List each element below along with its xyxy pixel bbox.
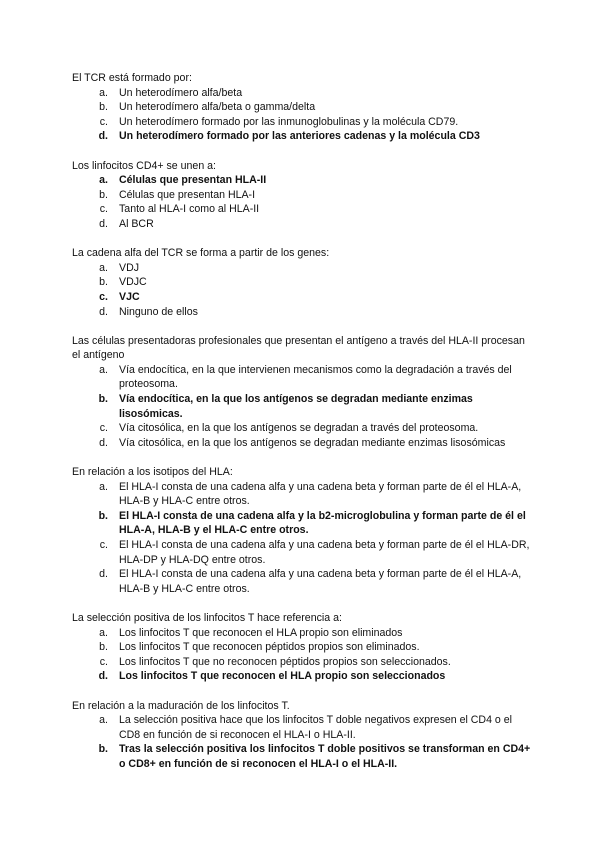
- option: [72, 655, 532, 670]
- option-text: La selección positiva hace que los linfocitos T doble negativos expresen el CD4 o el CD8 en función de si reconocen el HLA-I o HLA-II.: [119, 714, 512, 741]
- option-text: Un heterodímero alfa/beta o gamma/delta: [119, 101, 316, 114]
- option-letter: b.: [98, 393, 108, 406]
- option-text: Los linfocitos T que reconocen el HLA propio son eliminados: [119, 626, 403, 639]
- question-stem: En relación a los isotipos del HLA:: [72, 466, 233, 479]
- question: [72, 71, 532, 144]
- option-letter: b.: [98, 743, 108, 756]
- option: [72, 188, 532, 203]
- option-text: VDJ: [119, 261, 140, 274]
- option-text: Un heterodímero formado por las inmunoglobulinas y la molécula CD79.: [119, 115, 459, 128]
- option: [72, 436, 532, 451]
- option-letter: b.: [99, 641, 108, 654]
- option: [72, 363, 532, 392]
- option-letter: d.: [99, 305, 108, 318]
- option: [72, 392, 532, 421]
- option: [72, 640, 532, 655]
- option-letter: c.: [99, 422, 108, 435]
- document-page: [72, 71, 532, 786]
- option: [72, 100, 532, 115]
- option: [72, 290, 532, 305]
- option-letter: c.: [99, 539, 108, 551]
- option: [72, 538, 532, 567]
- option-text: Los linfocitos T que no reconocen péptidos propios son seleccionados.: [119, 655, 451, 668]
- question-stem: Los linfocitos CD4+ se unen a:: [72, 159, 216, 172]
- option-letter: a.: [99, 363, 108, 376]
- option-letter: d.: [99, 568, 108, 581]
- option-letter: d.: [98, 670, 108, 683]
- question: [72, 611, 532, 684]
- option-text: Al BCR: [119, 217, 154, 230]
- option-letter: d.: [99, 217, 108, 230]
- options-list: [72, 363, 532, 451]
- option-letter: b.: [99, 101, 108, 114]
- option-text: Vía citosólica, en la que los antígenos se degradan a través del proteosoma.: [119, 422, 479, 435]
- option-text: Tanto al HLA-I como al HLA-II: [119, 203, 260, 216]
- option-text: Un heterodímero formado por las anteriores cadenas y la molécula CD3: [119, 130, 480, 143]
- options-list: [72, 626, 532, 684]
- option-text: Tras la selección positiva los linfocitos T doble positivos se transforman en CD4+ o CD8+ en función de si reconocen el HLA-I o el HLA-II.: [119, 743, 531, 770]
- option-text: Células que presentan HLA-II: [119, 174, 267, 187]
- option-letter: a.: [99, 174, 108, 187]
- option-letter: c.: [99, 655, 108, 668]
- option-text: El HLA-I consta de una cadena alfa y una cadena beta y forman parte de él el HLA-A, HLA-B y HLA-C entre otros.: [119, 480, 522, 508]
- option-letter: a.: [99, 480, 108, 493]
- option-text: El HLA-I consta de una cadena alfa y la b2-microglobulina y forman parte de él el HLA-A, HLA-B y el HLA-C entre otros.: [119, 509, 526, 537]
- option-letter: a.: [99, 261, 108, 274]
- question-stem: Las células presentadoras profesionales que presentan el antígeno a través del HLA-II procesan el antígeno: [72, 334, 525, 362]
- question: [72, 334, 532, 451]
- options-list: [72, 86, 532, 144]
- option-letter: b.: [99, 188, 108, 201]
- option-text: Vía endocítica, en la que intervienen mecanismos como la degradación a través del proteosoma.: [119, 363, 512, 391]
- option-letter: a.: [99, 86, 108, 99]
- option-text: VDJC: [119, 276, 147, 289]
- option: [72, 421, 532, 436]
- option: [72, 115, 532, 130]
- question: [72, 699, 532, 772]
- option: [72, 742, 532, 771]
- option-text: Ninguno de ellos: [119, 305, 198, 318]
- question-stem: El TCR está formado por:: [72, 72, 192, 84]
- question: [72, 159, 532, 232]
- option-text: Vía citosólica, en la que los antígenos se degradan mediante enzimas lisosómicas: [119, 436, 506, 449]
- option-text: Células que presentan HLA-I: [119, 188, 256, 201]
- option-text: VJC: [119, 290, 140, 303]
- option-text: El HLA-I consta de una cadena alfa y una cadena beta y forman parte de él el HLA-DR, HLA-DP y HLA-DQ entre otros.: [119, 539, 530, 566]
- option: [72, 261, 532, 276]
- option: [72, 567, 532, 596]
- option-letter: a.: [99, 714, 108, 727]
- option: [72, 129, 532, 144]
- option: [72, 173, 532, 188]
- options-list: [72, 480, 532, 597]
- option: [72, 202, 532, 217]
- option-letter: b.: [98, 509, 108, 522]
- question-stem: La cadena alfa del TCR se forma a partir de los genes:: [72, 247, 330, 260]
- option-text: Un heterodímero alfa/beta: [119, 86, 243, 99]
- option: [72, 305, 532, 320]
- option: [72, 480, 532, 509]
- options-list: [72, 261, 532, 319]
- options-list: [72, 173, 532, 231]
- option: [72, 713, 532, 742]
- option: [72, 275, 532, 290]
- option-text: Los linfocitos T que reconocen el HLA propio son seleccionados: [119, 670, 446, 683]
- option-letter: d.: [98, 130, 108, 143]
- option: [72, 509, 532, 538]
- question: [72, 465, 532, 596]
- option-text: Los linfocitos T que reconocen péptidos propios son eliminados.: [119, 641, 420, 654]
- option: [72, 669, 532, 684]
- question-stem: La selección positiva de los linfocitos T hace referencia a:: [72, 611, 342, 624]
- option-letter: d.: [99, 436, 108, 449]
- option-letter: c.: [99, 203, 108, 216]
- option-letter: c.: [99, 290, 108, 303]
- option: [72, 626, 532, 641]
- option-letter: a.: [99, 626, 108, 639]
- question: [72, 246, 532, 319]
- option-letter: c.: [99, 115, 108, 128]
- question-stem: En relación a la maduración de los linfocitos T.: [72, 699, 290, 712]
- options-list: [72, 713, 532, 771]
- option-text: Vía endocítica, en la que los antígenos se degradan mediante enzimas lisosómicas.: [119, 393, 473, 420]
- option: [72, 217, 532, 232]
- option: [72, 86, 532, 101]
- option-text: El HLA-I consta de una cadena alfa y una cadena beta y forman parte de él el HLA-A, HLA-B y HLA-C entre otros.: [119, 568, 522, 595]
- option-letter: b.: [99, 276, 108, 289]
